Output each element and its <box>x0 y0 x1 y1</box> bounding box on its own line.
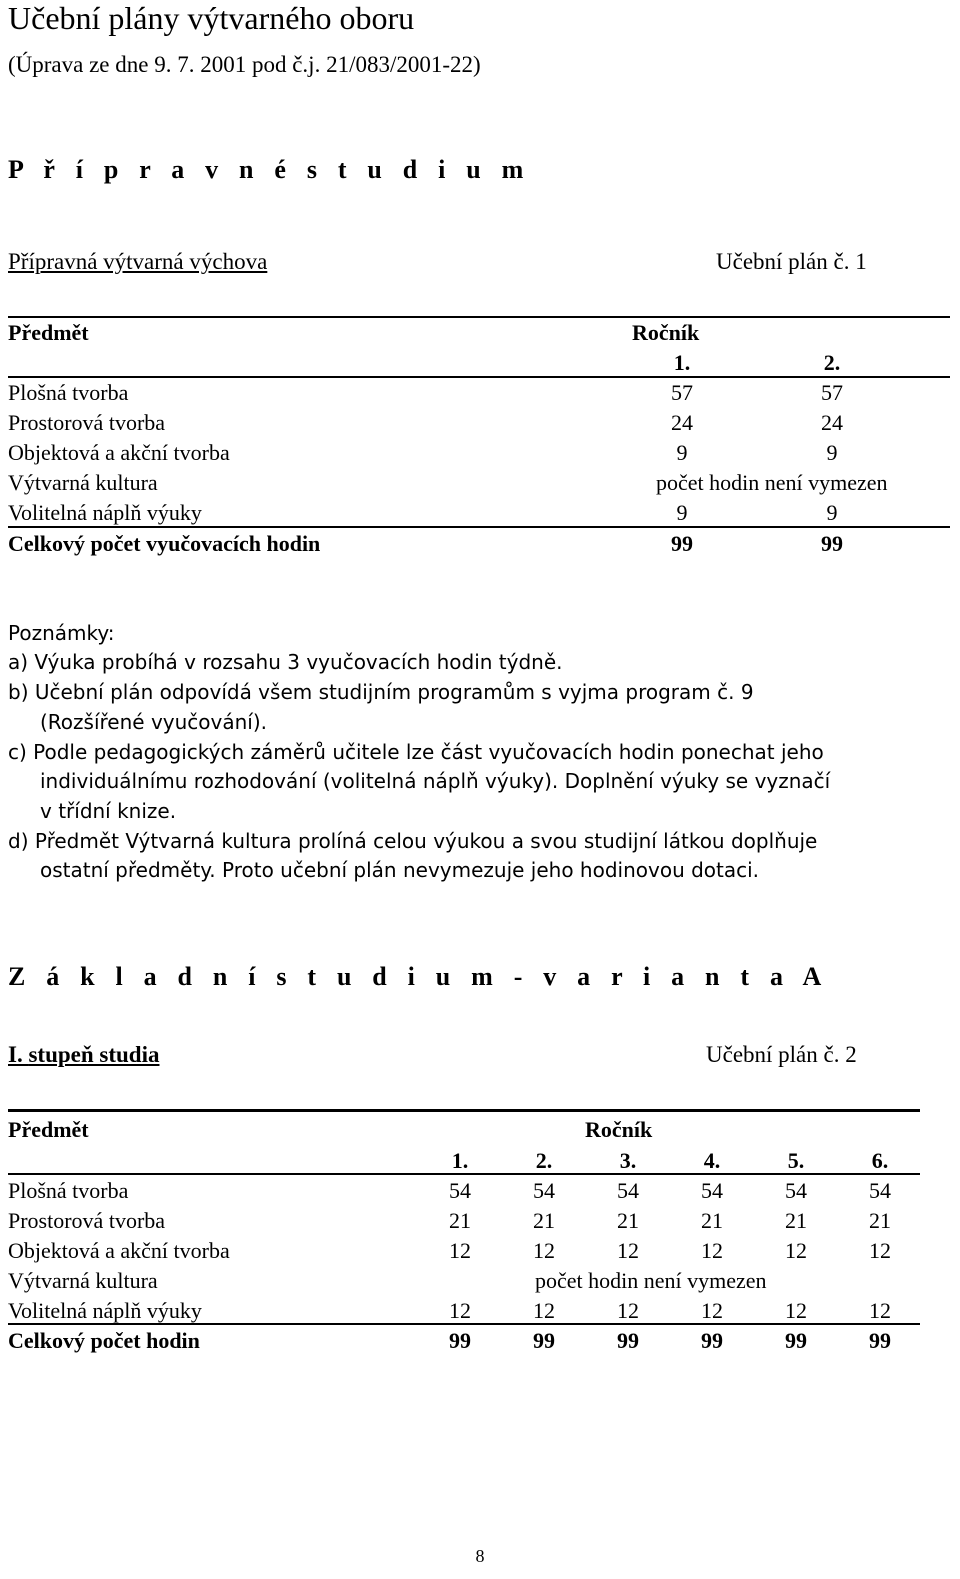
note-line: d) Předmět Výtvarná kultura prolíná celou výukou a svou studijní látkou doplňuje <box>8 829 818 853</box>
plan1-row-subject: Plošná tvorba <box>8 380 129 405</box>
plan2-cell: 21 <box>785 1208 807 1233</box>
plan2-cell: 12 <box>785 1238 807 1263</box>
plan1-total-cell: 99 <box>671 531 693 556</box>
plan1-col-year: Ročník <box>632 320 700 345</box>
note-line: (Rozšířené vyučování). <box>40 710 268 734</box>
plan2-col-year: Ročník <box>585 1117 653 1142</box>
note-line: ostatní předměty. Proto učební plán nevymezuje jeho hodinovou dotaci. <box>40 858 760 882</box>
plan2-cell: 12 <box>533 1298 555 1323</box>
plan2-row-subject: Výtvarná kultura <box>8 1268 158 1293</box>
plan2-header-rule <box>8 1173 920 1175</box>
plan1-cell: 24 <box>821 410 843 435</box>
document-subtitle: (Úprava ze dne 9. 7. 2001 pod č.j. 21/083/2001-22) <box>8 52 481 77</box>
plan1-year-2: 2. <box>823 350 841 375</box>
plan1-cell: 9 <box>826 440 838 465</box>
note-line: b) Učební plán odpovídá všem studijním programům s vyjma program č. 9 <box>8 680 754 704</box>
plan2-cell: 54 <box>869 1178 891 1203</box>
plan1-cell: 9 <box>826 500 838 525</box>
plan2-cell: 12 <box>785 1298 807 1323</box>
plan2-cell: 21 <box>701 1208 723 1233</box>
plan2-row-subject: Plošná tvorba <box>8 1178 129 1203</box>
plan2-cell: 12 <box>869 1238 891 1263</box>
plan2-stage-prefix: I. <box>8 1042 29 1067</box>
plan2-cell: 12 <box>869 1298 891 1323</box>
plan1-total-rule <box>8 526 950 528</box>
plan1-number: Učební plán č. 1 <box>716 249 867 274</box>
plan1-row-subject: Volitelná náplň výuky <box>8 500 202 525</box>
plan2-cell: 54 <box>701 1178 723 1203</box>
plan1-year-1: 1. <box>673 350 691 375</box>
plan2-cell: 12 <box>701 1298 723 1323</box>
plan1-cell: 24 <box>671 410 693 435</box>
plan1-cell: 57 <box>671 380 693 405</box>
plan2-cell: 54 <box>449 1178 471 1203</box>
plan2-year: 1. <box>451 1148 469 1173</box>
plan1-row-subject: Výtvarná kultura <box>8 470 158 495</box>
plan2-year: 2. <box>535 1148 553 1173</box>
plan2-total-rule <box>8 1323 920 1325</box>
plan2-total-label: Celkový počet hodin <box>8 1328 200 1353</box>
plan2-row-subject: Prostorová tvorba <box>8 1208 166 1233</box>
plan2-row-subject: Objektová a akční tvorba <box>8 1238 230 1263</box>
document-title: Učební plány výtvarného oboru <box>8 0 415 36</box>
plan2-total-cell: 99 <box>533 1328 555 1353</box>
note-line: v třídní knize. <box>40 799 177 823</box>
plan2-cell: 54 <box>533 1178 555 1203</box>
plan2-year: 5. <box>787 1148 805 1173</box>
plan2-year: 3. <box>619 1148 637 1173</box>
plan1-cell: 9 <box>676 440 688 465</box>
section-preparatory-heading: P ř í p r a v n é s t u d i u m <box>8 155 531 184</box>
plan1-header-rule <box>8 376 950 378</box>
plan2-cell: 21 <box>533 1208 555 1233</box>
plan1-row-subject: Prostorová tvorba <box>8 410 166 435</box>
plan2-cell: 12 <box>701 1238 723 1263</box>
plan2-cell: 12 <box>533 1238 555 1263</box>
plan1-col-subject: Předmět <box>8 320 89 345</box>
plan2-total-cell: 99 <box>449 1328 471 1353</box>
note-line: a) Výuka probíhá v rozsahu 3 vyučovacích hodin týdně. <box>8 650 563 674</box>
plan1-top-rule <box>8 316 950 318</box>
plan2-col-subject: Předmět <box>8 1117 89 1142</box>
plan2-year: 4. <box>703 1148 721 1173</box>
plan2-year: 6. <box>871 1148 889 1173</box>
plan2-stage-name: stupeň studia <box>28 1042 160 1067</box>
plan2-total-cell: 99 <box>869 1328 891 1353</box>
plan2-number: Učební plán č. 2 <box>706 1042 857 1067</box>
section-basic-heading: Z á k l a d n í s t u d i u m - v a r i a n t a A <box>8 962 829 991</box>
plan2-total-cell: 99 <box>785 1328 807 1353</box>
plan1-span-cell: počet hodin není vymezen <box>656 470 888 495</box>
plan1-cell: 57 <box>821 380 843 405</box>
plan1-total-cell: 99 <box>821 531 843 556</box>
plan1-total-label: Celkový počet vyučovacích hodin <box>8 531 321 556</box>
notes-heading: Poznámky: <box>8 621 115 645</box>
plan2-total-cell: 99 <box>617 1328 639 1353</box>
plan2-cell: 54 <box>617 1178 639 1203</box>
plan2-row-subject: Volitelná náplň výuky <box>8 1298 202 1323</box>
plan2-cell: 21 <box>869 1208 891 1233</box>
plan2-span-cell: počet hodin není vymezen <box>535 1268 767 1293</box>
note-line: individuálnímu rozhodování (volitelná náplň výuky). Doplnění výuky se vyznačí <box>40 769 831 793</box>
plan1-row-subject: Objektová a akční tvorba <box>8 440 230 465</box>
plan2-cell: 21 <box>617 1208 639 1233</box>
plan2-cell: 12 <box>617 1238 639 1263</box>
plan2-stage <box>8 1041 159 1069</box>
plan1-cell: 9 <box>676 500 688 525</box>
plan2-total-cell: 99 <box>701 1328 723 1353</box>
plan2-cell: 54 <box>785 1178 807 1203</box>
plan1-name: Přípravná výtvarná výchova <box>8 249 268 274</box>
page-number: 8 <box>475 1546 485 1566</box>
plan2-cell: 21 <box>449 1208 471 1233</box>
plan2-cell: 12 <box>449 1298 471 1323</box>
plan2-top-rule <box>8 1109 920 1112</box>
plan2-cell: 12 <box>449 1238 471 1263</box>
plan2-cell: 12 <box>617 1298 639 1323</box>
note-line: c) Podle pedagogických záměrů učitele lze část vyučovacích hodin ponechat jeho <box>8 740 824 764</box>
